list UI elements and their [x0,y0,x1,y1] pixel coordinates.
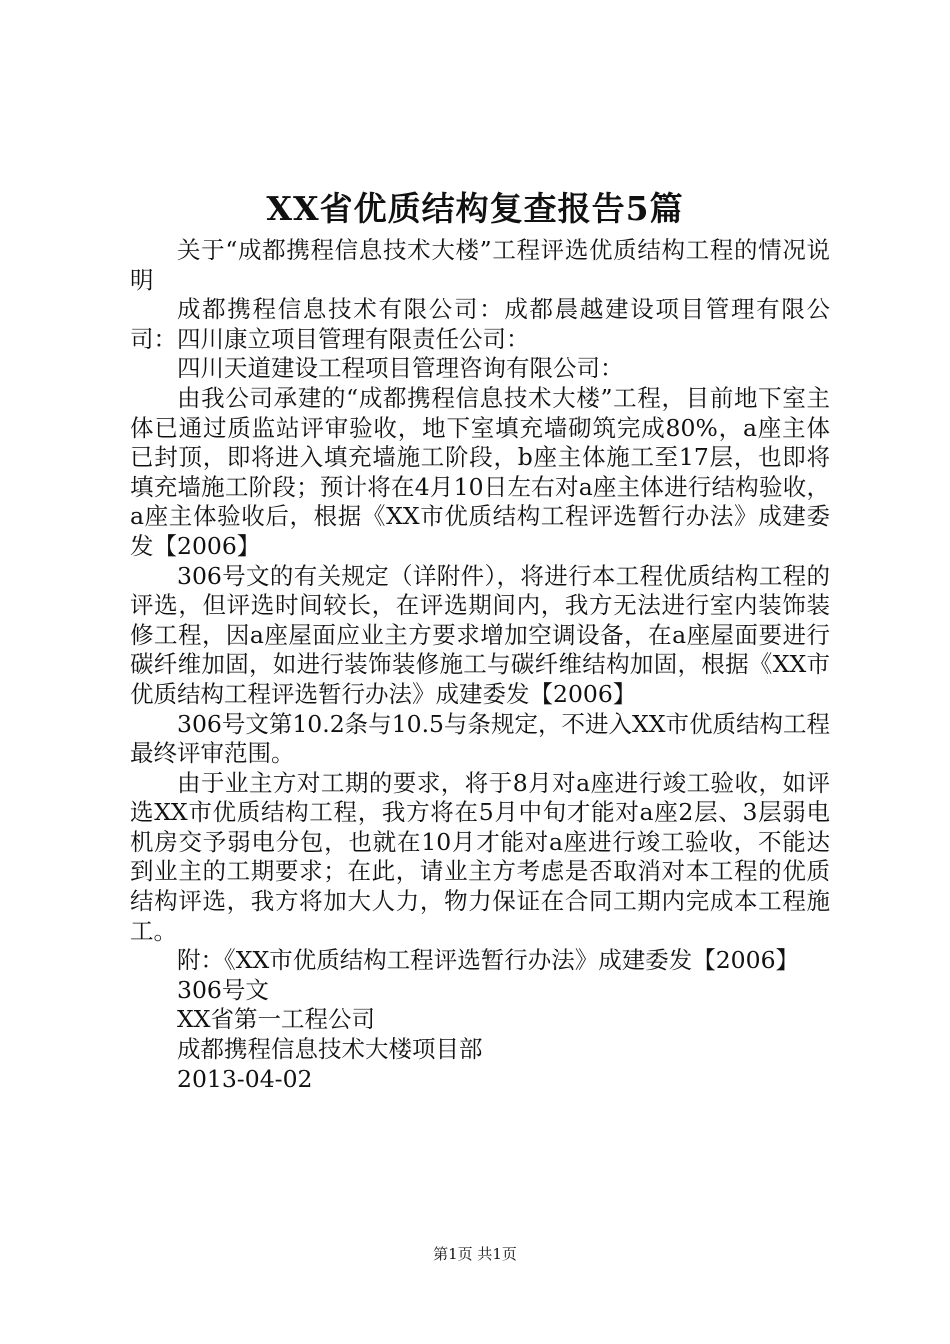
paragraph-body-4: 由于业主方对工期的要求，将于8月对a座进行竣工验收，如评选XX市优质结构工程，我方将在5月中旬才能对a座2层、3层弱电机房交予弱电分包，也就在10月才能对a座进行竣工验收，不能达到业主的工期要求；在此，请业主方考虑是否取消对本工程的优质结构评选，我方将加大人力，物力保证在合同工期内完成本工程施工。 [130,768,830,945]
closing-company: XX省第一工程公司 [177,1005,375,1034]
paragraph-body-2: 306号文的有关规定（详附件），将进行本工程优质结构工程的评选，但评选时间较长，在评选期间内，我方无法进行室内装饰装修工程，因a座屋面应业主方要求增加空调设备，在a座屋面要进行碳纤维加固，如进行装饰装修施工与碳纤维结构加固，根据《XX市优质结构工程评选暂行办法》成建委发【2006】 [130,561,830,708]
closing-department: 成都携程信息技术大楼项目部 [177,1035,483,1064]
closing-doc-number: 306号文 [177,975,269,1004]
document-title: XX省优质结构复查报告5篇 [266,189,684,228]
paragraph-body-3: 306号文第10.2条与10.5与条规定，不进入XX市优质结构工程最终评审范围。 [130,709,830,768]
paragraph-attachment: 附：《XX市优质结构工程评选暂行办法》成建委发【2006】 [177,946,800,975]
paragraph-subject: 关于“成都携程信息技术大楼”工程评选优质结构工程的情况说明 [130,236,830,294]
paragraph-body-1: 由我公司承建的“成都携程信息技术大楼”工程，目前地下室主体已通过质监站评审验收，地下室填充墙砌筑完成80%，a座主体已封顶，即将进入填充墙施工阶段，b座主体施工至17层，也即将填充墙施工阶段；预计将在4月10日左右对a座主体进行结构验收，a座主体验收后，根据《XX市优质结构工程评选暂行办法》成建委发【2006】 [130,383,830,560]
page-footer: 第1页 共1页 [433,1245,517,1263]
document-body [130,236,830,1094]
closing-date: 2013-04-02 [177,1064,313,1093]
paragraph-addressee-extra: 四川天道建设工程项目管理咨询有限公司： [177,354,624,383]
paragraph-addressees: 成都携程信息技术有限公司：成都晨越建设项目管理有限公司：四川康立项目管理有限责任公司： [130,295,830,353]
